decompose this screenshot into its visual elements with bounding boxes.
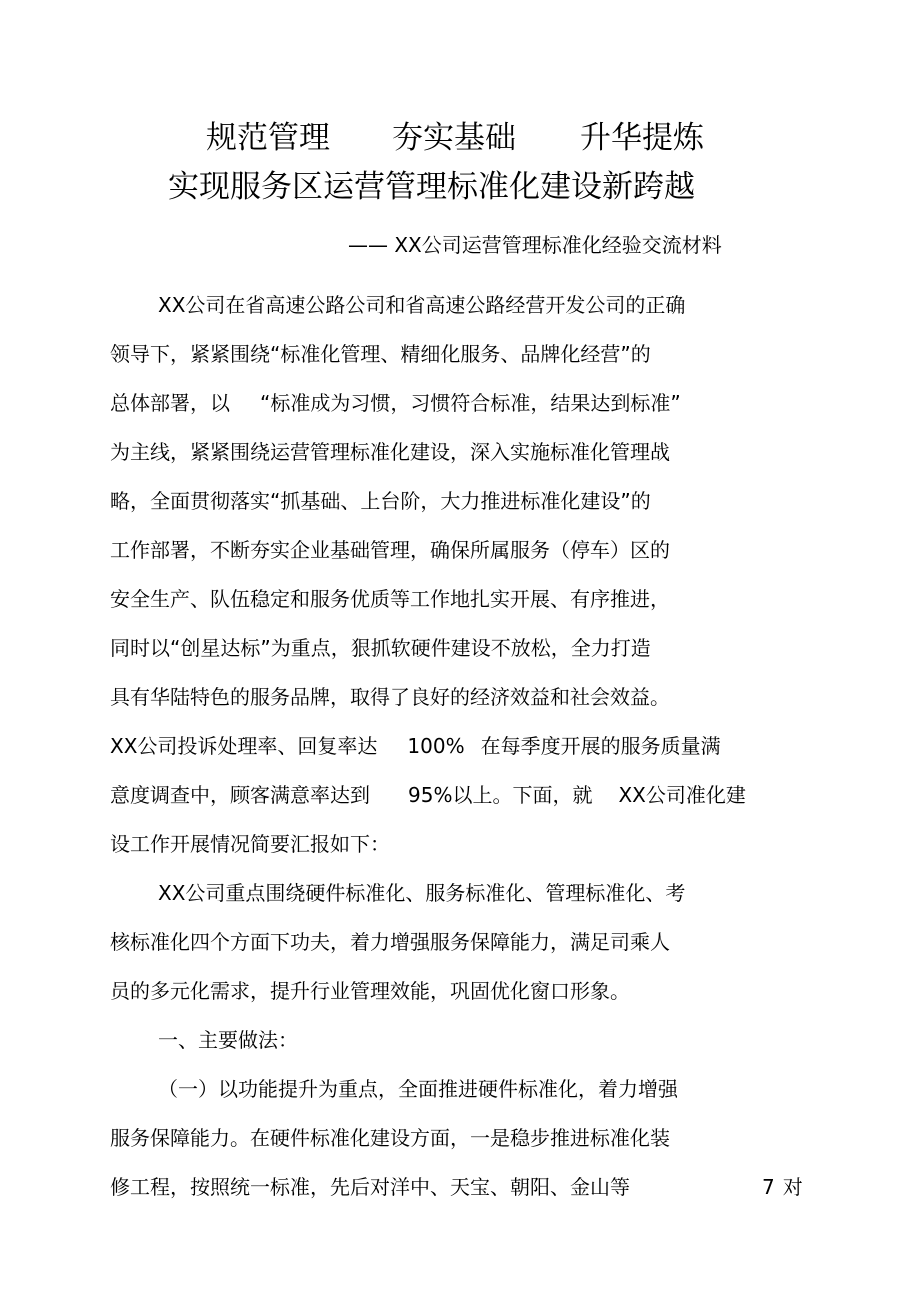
- paragraph-line: 为主线，紧紧围绕运营管理标准化建设，深入实施标准化管理战: [110, 440, 670, 464]
- paragraph-line: （一）以功能提升为重点，全面推进硬件标准化，着力增强: [158, 1077, 678, 1101]
- rate-value: 100%: [407, 734, 465, 758]
- document-subtitle: —— XX公司运营管理标准化经验交流材料: [348, 233, 722, 257]
- paragraph-line: 员的多元化需求，提升行业管理效能，巩固优化窗口形象。: [110, 979, 630, 1003]
- quoted-slogan: “标准成为习惯，习惯符合标准，结果达到标准”: [260, 391, 681, 415]
- title-phrase-1: 规范管理: [206, 120, 330, 156]
- paragraph-line: [110, 780, 746, 810]
- title-phrase-3: 升华提炼: [580, 120, 704, 156]
- paragraph-line: 同时以“创星达标”为重点，狠抓软硬件建设不放松，全力打造: [110, 636, 651, 660]
- paragraph-line: 安全生产、队伍稳定和服务优质等工作地扎实开展、有序推进，: [110, 587, 670, 611]
- paragraph-line: [110, 1172, 630, 1202]
- paragraph-text: 意度调查中，顾客满意率达到: [110, 783, 370, 807]
- paragraph-line: 服务保障能力。在硬件标准化建设方面，一是稳步推进标准化装: [110, 1126, 670, 1150]
- paragraph-text: 对: [782, 1175, 803, 1199]
- paragraph-text: 修工程，按照统一标准，先后对洋中、天宝、朝阳、金山等: [110, 1175, 630, 1199]
- paragraph-line: XX公司在省高速公路公司和省高速公路经营开发公司的正确: [158, 293, 686, 317]
- paragraph-line: 略，全面贯彻落实“抓基础、上台阶，大力推进标准化建设”的: [110, 489, 651, 513]
- paragraph-text: XX公司投诉处理率、回复率达: [110, 734, 378, 758]
- paragraph-line: 设工作开展情况简要汇报如下：: [110, 832, 390, 856]
- paragraph-text: XX公司准化建: [618, 783, 746, 807]
- paragraph-line: XX公司重点围绕硬件标准化、服务标准化、管理标准化、考: [158, 881, 686, 905]
- paragraph-text: 总体部署，以: [110, 391, 230, 415]
- paragraph-line: 具有华陆特色的服务品牌，取得了良好的经济效益和社会效益。: [110, 685, 670, 709]
- section-heading: 一、主要做法：: [158, 1028, 298, 1052]
- paragraph-line: [110, 731, 721, 761]
- satisfaction-value: 95%以上。下面，就: [408, 783, 593, 807]
- paragraph-line: 领导下，紧紧围绕“标准化管理、精细化服务、品牌化经营”的: [110, 342, 651, 366]
- count-value: 7: [762, 1175, 775, 1199]
- paragraph-line: 工作部署，不断夯实企业基础管理，确保所属服务（停车）区的: [110, 538, 670, 562]
- paragraph-line: 核标准化四个方面下功夫，着力增强服务保障能力，满足司乘人: [110, 930, 670, 954]
- title-phrase-2: 夯实基础: [392, 120, 516, 156]
- main-title-line-2: 实现服务区运营管理标准化建设新跨越: [168, 169, 695, 205]
- paragraph-line-tail: [762, 1172, 803, 1202]
- paragraph-text: 在每季度开展的服务质量满: [480, 734, 721, 758]
- paragraph-line: [110, 388, 681, 418]
